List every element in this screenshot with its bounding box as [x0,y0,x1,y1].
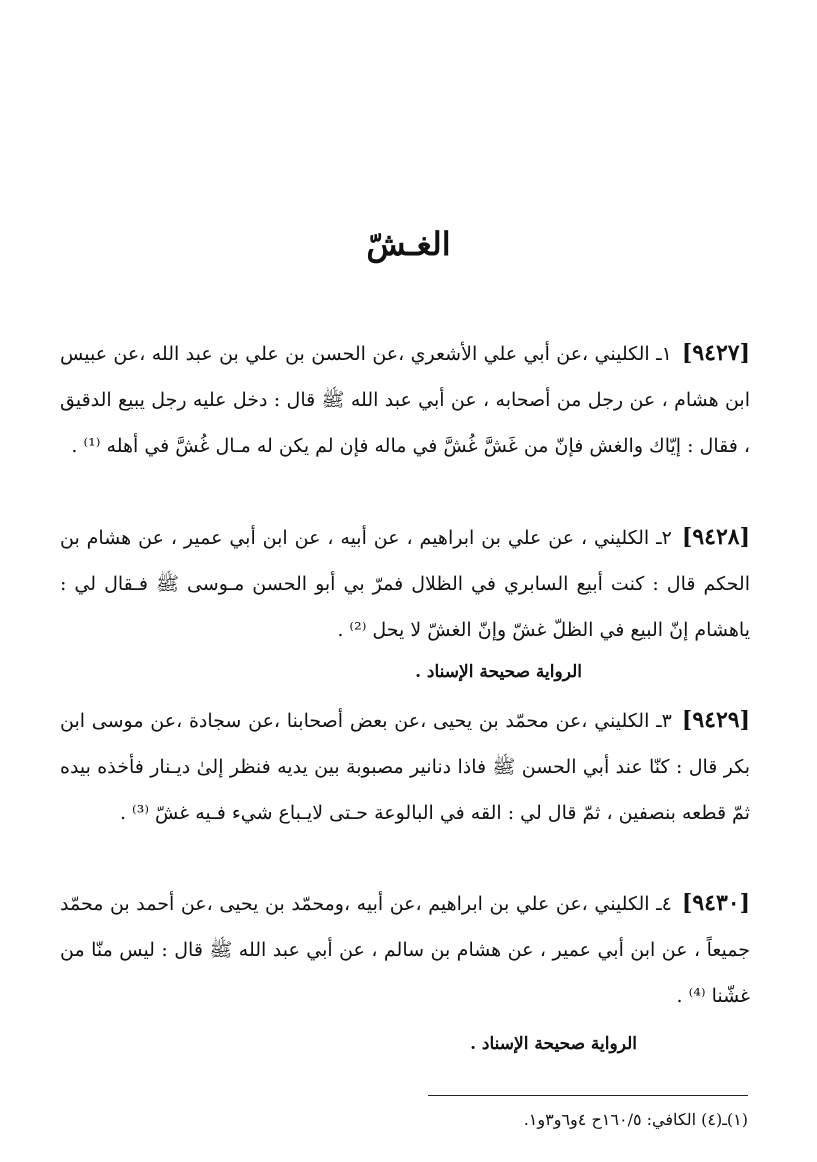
hadith-9430 [60,880,750,1019]
hadith-9427 [60,330,750,469]
isnad-note: الرواية صحيحة الإسناد . [470,1034,637,1054]
hadith-text: ٤ـ الكليني ،عن علي بن ابراهيم ،عن أبيه ،ومحمّد بن يحيى ،عن أحمد بن محمّد جميعاً ، عن ابن أبي عمير ، عن هشام بن سالم ، عن أبي عبد الله ﷺ قال : ليس منّا من غشّنا ⁽⁴⁾ . [60,893,750,1007]
footnote-divider [428,1095,748,1096]
isnad-note: الرواية صحيحة الإسناد . [415,662,582,682]
hadith-text: ٢ـ الكليني ، عن علي بن ابراهيم ، عن أبيه ، عن ابن أبي عمير ، عن هشام بن الحكم قال : كنت أبيع السابري في الظلال فمرّ بي أبو الحسن مـوسى ﷺ فـقال لي : ياهشام إنّ البيع في الظلّ غشّ وإنّ الغشّ لا يحل ⁽²⁾ . [60,527,750,641]
hadith-text: ٣ـ الكليني ،عن محمّد بن يحيى ،عن بعض أصحابنا ،عن سجادة ،عن موسى ابن بكر قال : كنّا عند أبي الحسن ﷺ فاذا دنانير مصبوبة بين يديه فنظر إلىٰ ديـنار فأخذه بيده ثمّ قطعه بنصفين ، ثمّ قال لي : القه في البالوعة حـتى لايـباع شيء فـيه غشّ ⁽³⁾ . [60,710,750,824]
hadith-number: [٩٤٢٧] [681,340,750,366]
hadith-9429 [60,697,750,836]
hadith-number: [٩٤٢٨] [681,524,750,550]
hadith-number: [٩٤٢٩] [681,707,750,733]
hadith-text: ١ـ الكليني ،عن أبي علي الأشعري ،عن الحسن بن علي بن عبد الله ،عن عبيس ابن هشام ، عن رجل من أصحابه ، عن أبي عبد الله ﷺ قال : دخل عليه رجل يبيع الدقيق ، فقال : إيّاك والغش فإنّ من غَشَّ غُشَّ في ماله فإن لم يكن له مـال غُشَّ في أهله ⁽¹⁾ . [60,343,750,457]
page-title: الغـشّ [366,225,451,263]
footnote: (١)ـ(٤) الكافي: ١٦٠/٥ح ٤و٦و٣و١. [523,1110,748,1129]
hadith-number: [٩٤٣٠] [681,890,750,916]
hadith-9428 [60,514,750,653]
